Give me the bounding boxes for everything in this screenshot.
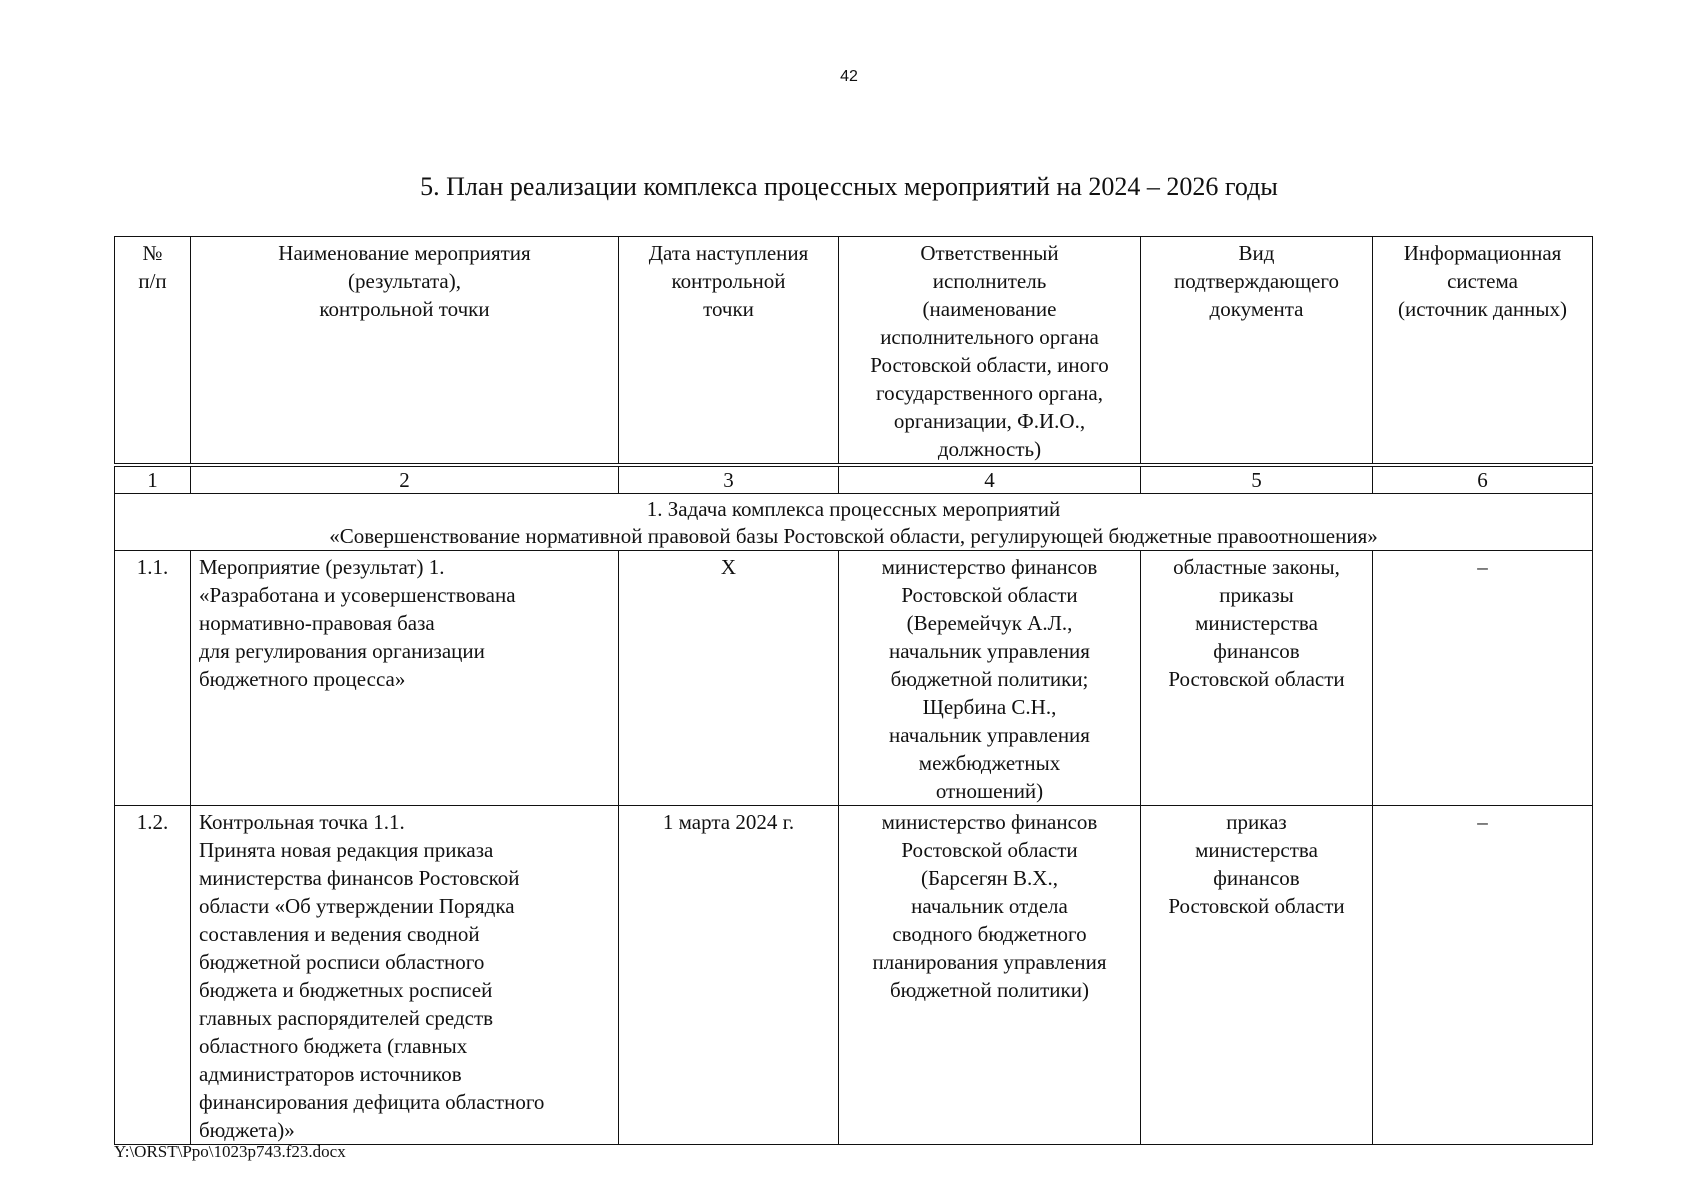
table-row: [115, 551, 1593, 806]
header-document-type: Вид подтверждающего документа: [1141, 237, 1373, 466]
table-header-row: [115, 237, 1593, 466]
task-heading: 1. Задача комплекса процессных мероприятий «Совершенствование нормативной правовой базы Ростовской области, регулирующей бюджетные правоотношения»: [115, 494, 1593, 551]
row-responsible: министерство финансов Ростовской области (Веремейчук А.Л., начальник управления бюджетной политики; Щербина С.Н., начальник управления межбюджетных отношений): [839, 551, 1141, 806]
row-responsible: министерство финансов Ростовской области (Барсегян В.Х., начальник отдела сводного бюджетного планирования управления бюджетной политики): [839, 806, 1141, 1145]
header-event-name: Наименование мероприятия (результата), контрольной точки: [191, 237, 619, 466]
row-number: 1.1.: [115, 551, 191, 806]
row-document: областные законы, приказы министерства финансов Ростовской области: [1141, 551, 1373, 806]
row-number: 1.2.: [115, 806, 191, 1145]
header-checkpoint-date: Дата наступления контрольной точки: [619, 237, 839, 466]
row-event-name: Мероприятие (результат) 1. «Разработана и усовершенствована нормативно-правовая база для регулирования организации бюджетного процесса»: [191, 551, 619, 806]
row-info-system: –: [1373, 806, 1593, 1145]
row-date: Х: [619, 551, 839, 806]
page-number: 42: [840, 68, 858, 85]
column-numbers-row: [115, 465, 1593, 494]
header-number: № п/п: [115, 237, 191, 466]
section-title: 5. План реализации комплекса процессных мероприятий на 2024 – 2026 годы: [420, 172, 1278, 201]
task-heading-row: [115, 494, 1593, 551]
column-number: 5: [1141, 465, 1373, 494]
row-date: 1 марта 2024 г.: [619, 806, 839, 1145]
header-info-system: Информационная система (источник данных): [1373, 237, 1593, 466]
column-number: 2: [191, 465, 619, 494]
table-row: [115, 806, 1593, 1145]
column-number: 3: [619, 465, 839, 494]
row-event-name: Контрольная точка 1.1. Принята новая редакция приказа министерства финансов Ростовской области «Об утверждении Порядка составления и ведения сводной бюджетной росписи областного бюджета и бюджетных росписей главных распорядителей средств областного бюджета (главных администраторов источников финансирования дефицита областного бюджета)»: [191, 806, 619, 1145]
column-number: 4: [839, 465, 1141, 494]
column-number: 6: [1373, 465, 1593, 494]
row-info-system: –: [1373, 551, 1593, 806]
plan-table: [114, 236, 1593, 1145]
footer-file-path: Y:\ORST\Ppo\1023p743.f23.docx: [114, 1142, 346, 1161]
row-document: приказ министерства финансов Ростовской области: [1141, 806, 1373, 1145]
header-responsible: Ответственный исполнитель (наименование исполнительного органа Ростовской области, иного государственного органа, организации, Ф.И.О., должность): [839, 237, 1141, 466]
column-number: 1: [115, 465, 191, 494]
